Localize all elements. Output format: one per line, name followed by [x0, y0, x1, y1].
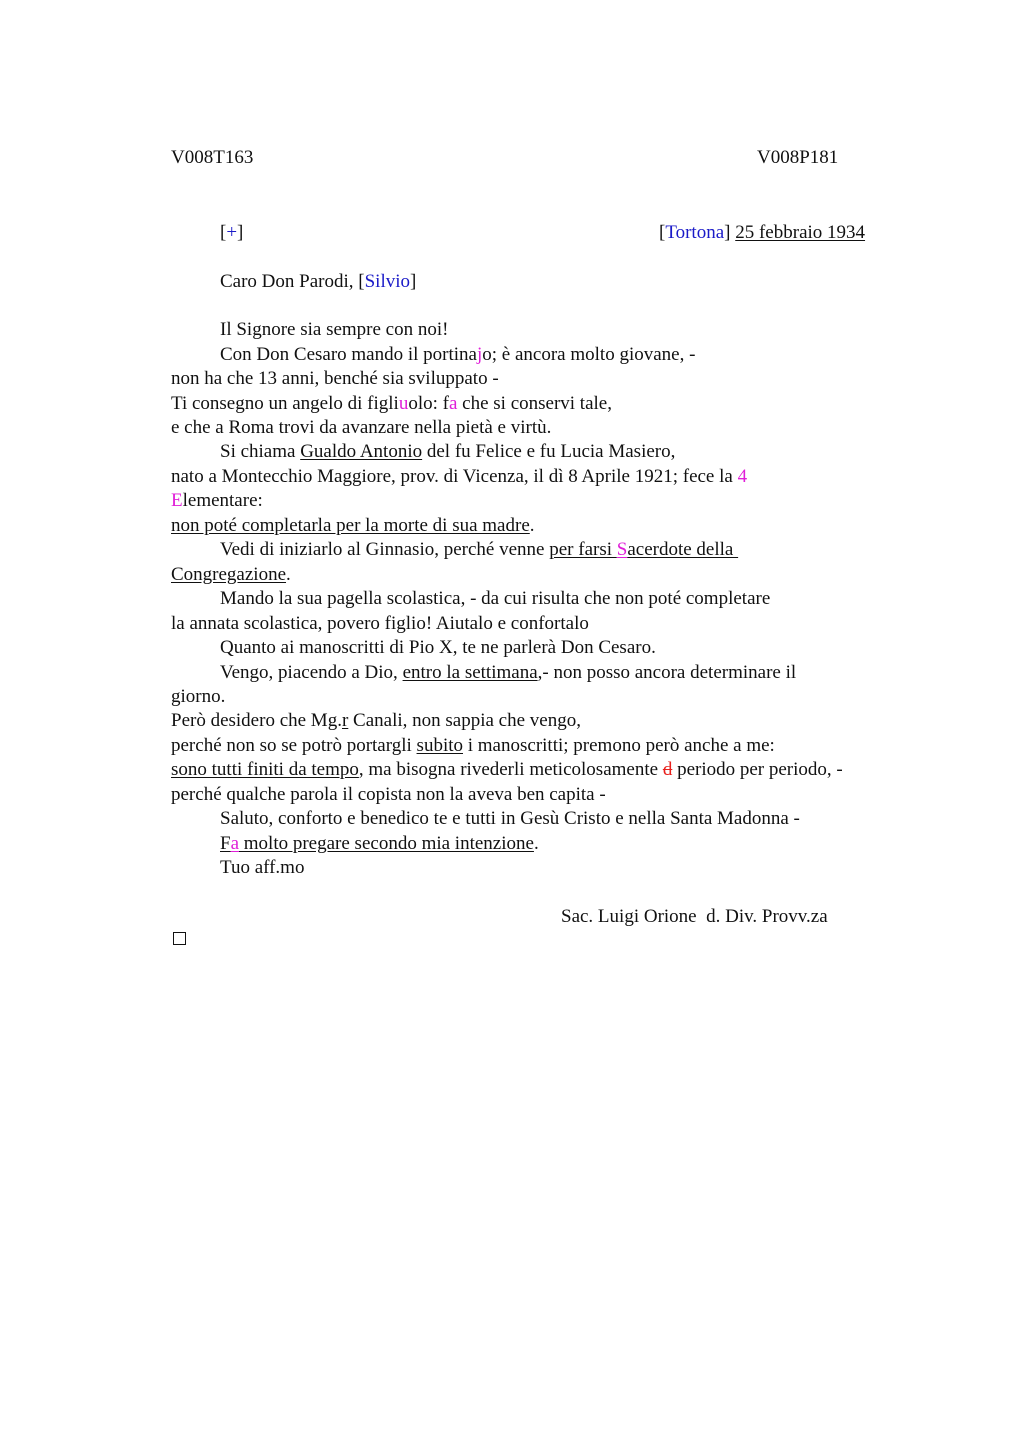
text-span: , ma bisogna rivederli meticolosamente [358, 759, 663, 780]
body-line [171, 758, 843, 782]
text-span: ,- non posso ancora determinare il [537, 662, 797, 683]
text-span: o; è ancora molto giovane, - [482, 344, 696, 365]
body-line [171, 709, 581, 733]
cross-symbol: + [226, 222, 238, 243]
text-span: . [286, 564, 291, 585]
editorial-correction: a [230, 833, 240, 854]
underlined-text: entro la settimana [402, 662, 538, 683]
bracket: ] [410, 271, 417, 292]
text-span: . [529, 515, 535, 536]
text-span: Però desidero che Mg. [171, 710, 342, 731]
body-line [171, 563, 291, 587]
body-line: e che a Roma trovi da avanzare nella pietà e virtù. [171, 417, 552, 438]
body-line [171, 489, 263, 513]
bracket: [ [220, 222, 227, 243]
underlined-text: Congregazione [171, 564, 287, 585]
body-line: Mando la sua pagella scolastica, - da cui risulta che non poté completare [220, 588, 771, 609]
underlined-text: molto pregare secondo mia intenzione [239, 833, 534, 854]
text-span: Canali, non sappia che vengo, [348, 710, 581, 731]
document-code-right: V008P181 [757, 147, 839, 168]
text-span: che si conservi tale, [457, 393, 612, 414]
bracket: ] [237, 222, 244, 243]
body-line: non ha che 13 anni, benché sia sviluppato - [171, 368, 499, 389]
editorial-correction: E [171, 490, 183, 511]
body-line [220, 343, 695, 367]
text-span: del fu Felice e fu Lucia Masiero, [422, 441, 676, 462]
underlined-text: acerdote della [627, 539, 739, 560]
underlined-text: sono tutti finiti da tempo [171, 759, 359, 780]
underlined-name: Gualdo Antonio [300, 441, 423, 462]
text-span: lementare: [182, 490, 263, 511]
body-line [171, 392, 612, 416]
underlined-text: per farsi [549, 539, 617, 560]
body-line [220, 440, 675, 464]
text-span: nato a Montecchio Maggiore, prov. di Vicenza, il dì 8 Aprile 1921; fece la [171, 466, 738, 487]
text-span: Ti consegno un angelo di figli [171, 393, 399, 414]
editorial-correction: S [616, 539, 628, 560]
text-span: i manoscritti; premono però anche a me: [463, 735, 775, 756]
signature: Sac. Luigi Orione d. Div. Provv.za [561, 906, 828, 927]
body-line: perché qualche parola il copista non la aveva ben capita - [171, 784, 606, 805]
salutation-text: Caro Don Parodi, [220, 271, 359, 292]
editorial-correction: a [448, 393, 458, 414]
text-span: olo: f [408, 393, 449, 414]
place-date [659, 221, 865, 245]
text-span: Vengo, piacendo a Dio, [220, 662, 403, 683]
cross-mark [220, 221, 243, 245]
underlined-text: subito [416, 735, 463, 756]
document-code-left: V008T163 [171, 147, 254, 168]
text-span: periodo per periodo, - [672, 759, 843, 780]
underlined-text: non poté completarla per la morte di sua madre [171, 515, 530, 536]
bracket: [ [659, 222, 666, 243]
place-name: Tortona [665, 222, 725, 243]
body-line: giorno. [171, 686, 226, 707]
body-line [220, 832, 539, 856]
salutation [220, 270, 416, 294]
editorial-correction: 4 [737, 466, 748, 487]
body-line: la annata scolastica, povero figlio! Aiutalo e confortalo [171, 613, 589, 634]
body-line: Quanto ai manoscritti di Pio X, te ne parlerà Don Cesaro. [220, 637, 656, 658]
editorial-correction: u [398, 393, 409, 414]
struck-out-letter: d [662, 759, 673, 780]
bracket: [ [358, 271, 365, 292]
body-line [171, 514, 535, 538]
editorial-correction: j [477, 344, 483, 365]
text-span: Con Don Cesaro mando il portina [220, 344, 477, 365]
body-line [171, 465, 747, 489]
body-line [171, 734, 775, 758]
text-span: . [533, 833, 539, 854]
letter-date: 25 febbraio 1934 [735, 222, 866, 243]
end-marker-box [173, 932, 186, 945]
closing: Tuo aff.mo [220, 857, 305, 878]
body-line: Saluto, conforto e benedico te e tutti in Gesù Cristo e nella Santa Madonna - [220, 808, 800, 829]
text-span: perché non so se potrò portargli [171, 735, 417, 756]
bracket: ] [724, 222, 736, 243]
body-line: Il Signore sia sempre con noi! [220, 319, 449, 340]
body-line [220, 661, 796, 685]
underlined-text: r [341, 710, 349, 731]
recipient-name: Silvio [364, 271, 410, 292]
text-span: Si chiama [220, 441, 301, 462]
body-line [220, 538, 738, 562]
underlined-text: F [220, 833, 231, 854]
text-span: Vedi di iniziarlo al Ginnasio, perché venne [220, 539, 550, 560]
